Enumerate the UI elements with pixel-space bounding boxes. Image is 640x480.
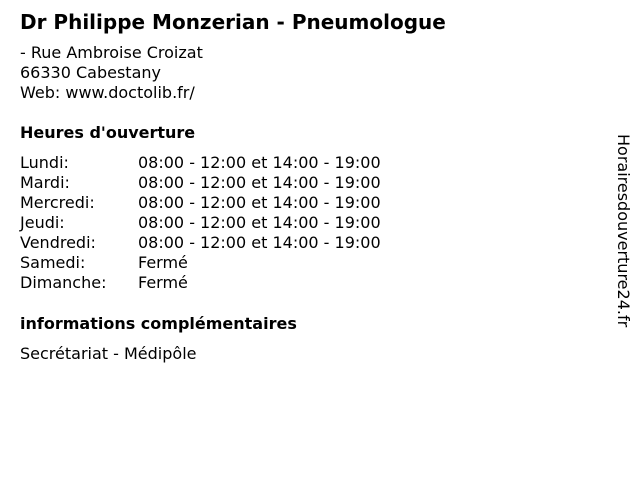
- hours-time: 08:00 - 12:00 et 14:00 - 19:00: [138, 193, 381, 212]
- hours-row: [20, 153, 460, 173]
- hours-day: Samedi:: [20, 253, 86, 272]
- hours-row: [20, 213, 460, 233]
- hours-row: [20, 273, 460, 293]
- address-block: [20, 43, 203, 103]
- hours-day: Vendredi:: [20, 233, 96, 252]
- hours-day: Jeudi:: [20, 213, 65, 232]
- hours-day: Lundi:: [20, 153, 69, 172]
- hours-day: Dimanche:: [20, 273, 107, 292]
- hours-time: Fermé: [138, 253, 188, 272]
- page-title: Dr Philippe Monzerian - Pneumologue: [20, 10, 446, 34]
- hours-day: Mercredi:: [20, 193, 95, 212]
- hours-time: 08:00 - 12:00 et 14:00 - 19:00: [138, 153, 381, 172]
- info-heading: informations complémentaires: [20, 314, 297, 333]
- hours-time: 08:00 - 12:00 et 14:00 - 19:00: [138, 213, 381, 232]
- hours-time: 08:00 - 12:00 et 14:00 - 19:00: [138, 233, 381, 252]
- hours-day: Mardi:: [20, 173, 70, 192]
- hours-row: [20, 173, 460, 193]
- hours-row: [20, 233, 460, 253]
- hours-row: [20, 253, 460, 273]
- info-text: Secrétariat - Médipôle: [20, 344, 197, 363]
- hours-time: 08:00 - 12:00 et 14:00 - 19:00: [138, 173, 381, 192]
- opening-hours-table: [20, 153, 460, 293]
- address-city: 66330 Cabestany: [20, 63, 161, 82]
- hours-heading: Heures d'ouverture: [20, 123, 196, 142]
- site-watermark: Horairesdouverture24.fr: [614, 134, 633, 328]
- address-street: - Rue Ambroise Croizat: [20, 43, 203, 62]
- address-web: Web: www.doctolib.fr/: [20, 83, 195, 102]
- hours-row: [20, 193, 460, 213]
- hours-time: Fermé: [138, 273, 188, 292]
